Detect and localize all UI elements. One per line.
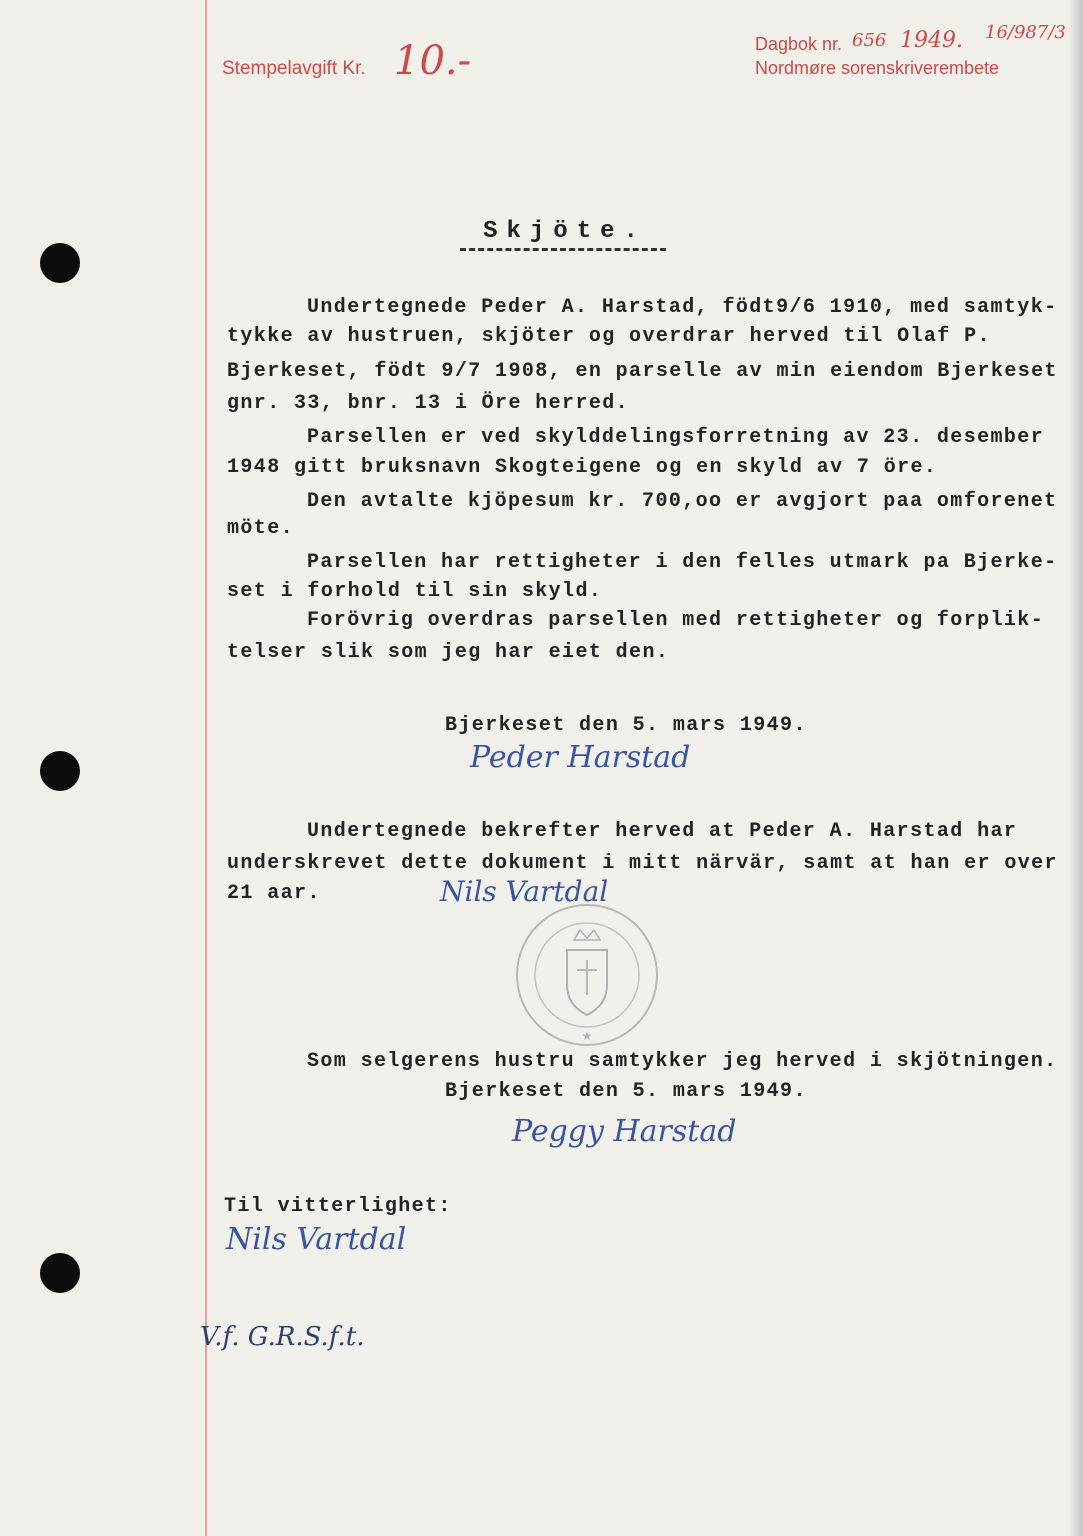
punch-hole bbox=[40, 1253, 80, 1293]
body-line: telser slik som jeg har eiet den. bbox=[227, 641, 670, 664]
office-name: Nordmøre sorenskriverembete bbox=[755, 58, 1000, 78]
official-seal-icon bbox=[512, 900, 662, 1050]
body-line: Parsellen har rettigheter i den felles utmark pa Bjerke- bbox=[307, 551, 1058, 574]
dagbok-number: 656 bbox=[852, 30, 887, 51]
signature-witness: Nils Vartdal bbox=[440, 875, 609, 908]
place-date-2: Bjerkeset den 5. mars 1949. bbox=[445, 1080, 807, 1103]
body-line: tykke av hustruen, skjöter og overdrar herved til Olaf P. bbox=[227, 325, 991, 348]
stamp-duty-amount: 10.- bbox=[394, 38, 472, 84]
body-line: Den avtalte kjöpesum kr. 700,oo er avgjort paa omforenet bbox=[307, 490, 1058, 513]
signature-seller: Peder Harstad bbox=[470, 740, 691, 775]
place-date: Bjerkeset den 5. mars 1949. bbox=[445, 714, 807, 737]
body-line: Forövrig overdras parsellen med rettigheter og forplik- bbox=[307, 609, 1045, 632]
confirm-line: underskrevet dette dokument i mitt närvär, samt at han er over bbox=[227, 852, 1058, 875]
stamp-duty-label: Stempelavgift Kr. bbox=[222, 58, 366, 79]
body-line: Undertegnede Peder A. Harstad, födt9/6 1910, med samtyk- bbox=[307, 296, 1058, 319]
punch-hole bbox=[40, 243, 80, 283]
document-title: Skjöte. bbox=[483, 218, 647, 245]
body-line: set i forhold til sin skyld. bbox=[227, 580, 603, 603]
dagbok-reference: 16/987/3 bbox=[985, 22, 1066, 43]
body-line: Parsellen er ved skylddelingsforretning av 23. desember bbox=[307, 426, 1045, 449]
dagbok-year: 1949. bbox=[900, 28, 963, 53]
consent-line: Som selgerens hustru samtykker jeg herved i skjötningen. bbox=[307, 1050, 1058, 1073]
title-underline bbox=[460, 248, 666, 251]
confirm-line: Undertegnede bekrefter herved at Peder A. Harstad har bbox=[307, 820, 1018, 843]
confirm-line: 21 aar. bbox=[227, 882, 321, 905]
body-line: gnr. 33, bnr. 13 i Öre herred. bbox=[227, 392, 630, 415]
signature-witness-2: Nils Vartdal bbox=[226, 1222, 407, 1257]
registrar-initials: V.f. G.R.S.f.t. bbox=[200, 1322, 365, 1352]
punch-hole bbox=[40, 751, 80, 791]
body-line: möte. bbox=[227, 517, 295, 540]
signature-wife: Peggy Harstad bbox=[512, 1114, 737, 1149]
witness-label: Til vitterlighet: bbox=[224, 1195, 452, 1218]
dagbok-label: Dagbok nr. bbox=[755, 34, 843, 54]
body-line: 1948 gitt bruksnavn Skogteigene og en skyld av 7 öre. bbox=[227, 456, 938, 479]
body-line: Bjerkeset, födt 9/7 1908, en parselle av min eiendom Bjerkeset bbox=[227, 360, 1058, 383]
svg-text:★: ★ bbox=[581, 1029, 593, 1043]
